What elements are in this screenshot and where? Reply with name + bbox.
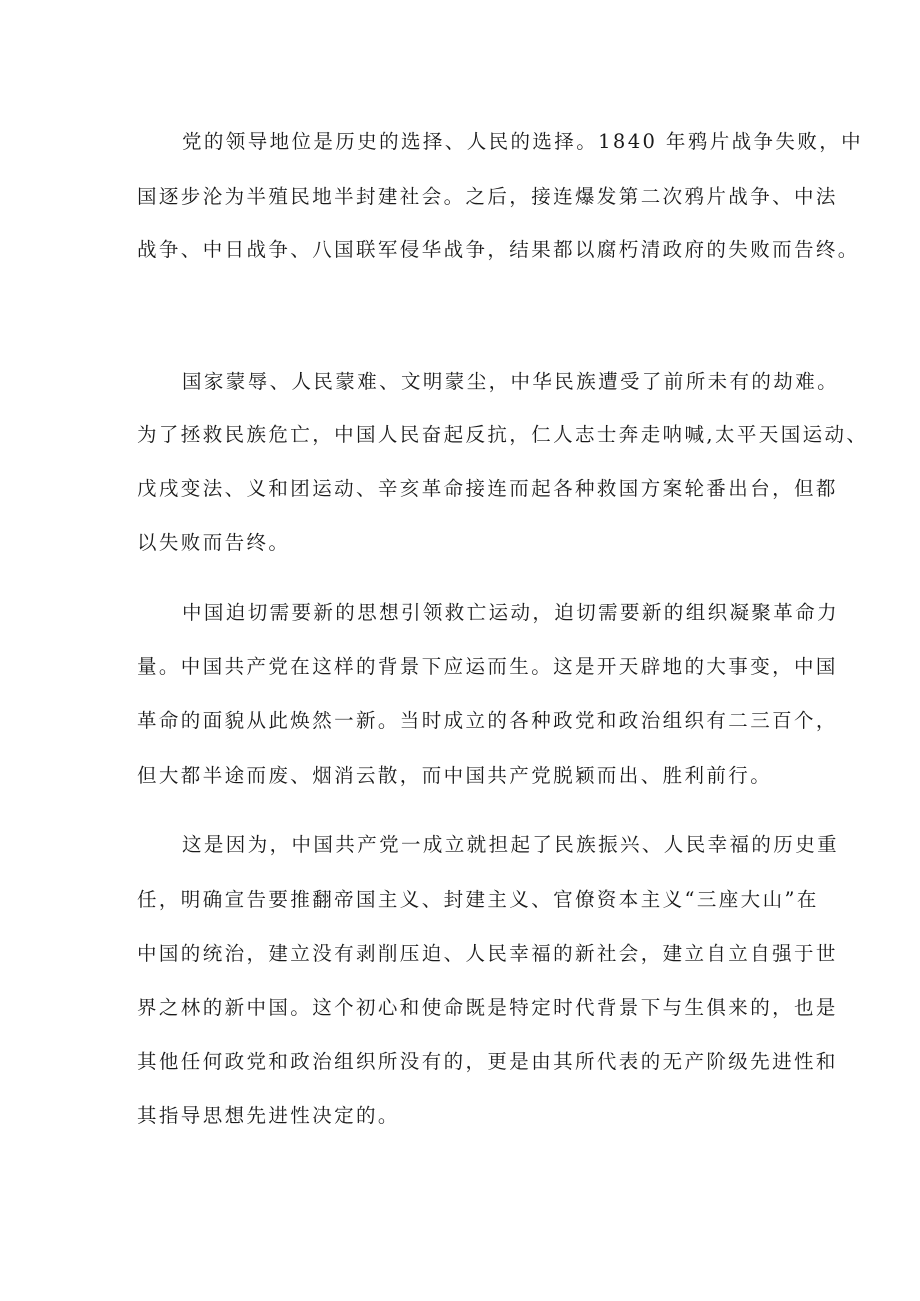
text-line: 其指导思想先进性决定的。	[137, 1104, 400, 1127]
text-line: 以失败而告终。	[137, 531, 291, 554]
text-line: 界之林的新中国。这个初心和使命既是特定时代背景下与生俱来的，也是	[137, 996, 838, 1019]
text-line: 国逐步沦为半殖民地半封建社会。之后，接连爆发第二次鸦片战争、中法	[137, 185, 838, 208]
text-line: 这是因为，中国共产党一成立就担起了民族振兴、人民幸福的历史重	[182, 833, 840, 856]
text-line: 革命的面貌从此焕然一新。当时成立的各种政党和政治组织有二三百个，	[137, 709, 838, 732]
text-line: 任，明确宣告要推翻帝国主义、封建主义、官僚资本主义“三座大山”在	[137, 888, 819, 911]
text-line: 战争、中日战争、八国联军侵华战争，结果都以腐朽清政府的失败而告终。	[137, 238, 860, 261]
text-line: 中国的统治，建立没有剥削压迫、人民幸福的新社会，建立自立自强于世	[137, 942, 838, 965]
text-line: 其他任何政党和政治组织所没有的，更是由其所代表的无产阶级先进性和	[137, 1050, 838, 1073]
text-line: 党的领导地位是历史的选择、人民的选择。1840 年鸦片战争失败，中	[182, 130, 864, 153]
text-line: 为了拯救民族危亡，中国人民奋起反抗，仁人志士奔走呐喊,太平天国运动、	[137, 423, 869, 446]
text-line: 国家蒙辱、人民蒙难、文明蒙尘，中华民族遭受了前所未有的劫难。	[182, 370, 840, 393]
text-line: 中国迫切需要新的思想引领救亡运动，迫切需要新的组织凝聚革命力	[182, 601, 840, 624]
text-line: 但大都半途而废、烟消云散，而中国共产党脱颖而出、胜利前行。	[137, 764, 773, 787]
text-line: 戊戌变法、义和团运动、辛亥革命接连而起各种救国方案轮番出台，但都	[137, 477, 838, 500]
text-line: 量。中国共产党在这样的背景下应运而生。这是开天辟地的大事变，中国	[137, 655, 838, 678]
